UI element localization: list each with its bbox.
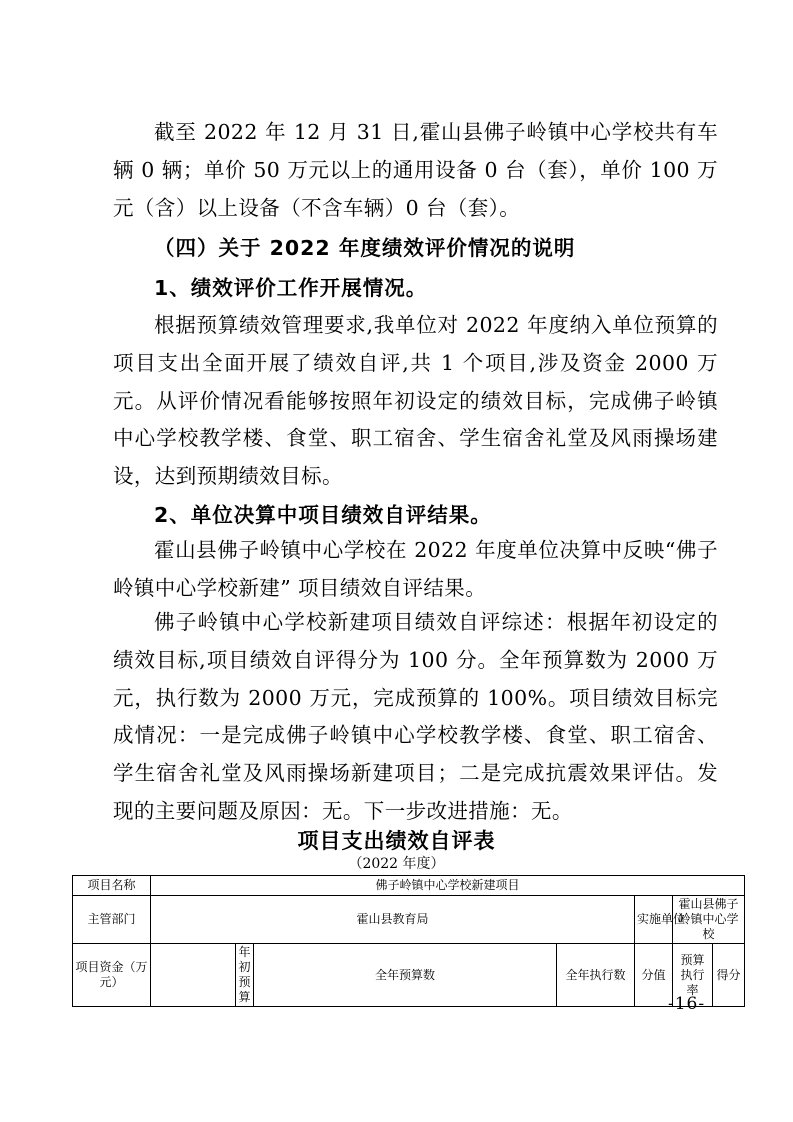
project-name-label: 项目名称: [73, 876, 151, 896]
project-name-value: 佛子岭镇中心学校新建项目: [151, 876, 745, 896]
annual-execution-header: 全年执行数: [557, 944, 635, 1007]
heading-self-eval-result: 2、单位决算中项目绩效自评结果。: [154, 503, 492, 527]
table-row-project-name: [73, 876, 745, 896]
table-row-funds: [73, 944, 745, 1007]
execution-rate-header: 预算执行率: [673, 944, 713, 1007]
score-header: 得分: [713, 944, 745, 1007]
funds-label: 项目资金（万元）: [73, 944, 151, 1007]
paragraph-self-eval-result: 霍山县佛子岭镇中心学校在 2022 年度单位决算中反映“佛子岭镇中心学校新建” 项目绩效自评结果。: [113, 538, 718, 600]
table-title: 项目支出绩效自评表: [297, 829, 496, 853]
table-row-department: [73, 896, 745, 944]
heading-eval-work: 1、绩效评价工作开展情况。: [154, 276, 428, 300]
performance-table: [72, 875, 745, 1007]
implementer-label: 实施单位: [635, 896, 673, 944]
heading-section-4: （四）关于 2022 年度绩效评价情况的说明: [154, 236, 576, 260]
annual-budget-header: 全年预算数: [254, 944, 557, 1007]
implementer-value: 霍山县佛子岭镇中心学校: [673, 896, 745, 944]
score-value-header: 分值: [635, 944, 673, 1007]
paragraph-vehicles: 截至 2022 年 12 月 31 日,霍山县佛子岭镇中心学校共有车辆 0 辆；单价 50 万元以上的通用设备 0 台（套），单价 100 万元（含）以上设备（不含车辆）0 台（套）。: [113, 120, 718, 220]
paragraph-project-summary: 佛子岭镇中心学校新建项目绩效自评综述：根据年初设定的绩效目标,项目绩效自评得分为 100 分。全年预算数为 2000 万元，执行数为 2000 万元，完成预算的 100%。项目绩效目标完成情况：一是完成佛子岭镇中心学校教学楼、食堂、职工宿舍、学生宿舍礼堂及风雨操场新建项目；二是完成抗震效果评估。发现的主要问题及原因：无。下一步改进措施：无。: [113, 610, 718, 823]
funds-empty: [151, 944, 236, 1007]
initial-budget-header: 年初预算: [236, 944, 254, 1007]
paragraph-eval-work: 根据预算绩效管理要求,我单位对 2022 年度纳入单位预算的项目支出全面开展了绩效自评,共 1 个项目,涉及资金 2000 万元。从评价情况看能够按照年初设定的绩效目标，完成佛子岭镇中心学校教学楼、食堂、职工宿舍、学生宿舍礼堂及风雨操场建设，达到预期绩效目标。: [113, 313, 718, 489]
page-number: -16-: [668, 994, 706, 1014]
department-label: 主管部门: [73, 896, 151, 944]
department-value: 霍山县教育局: [151, 896, 635, 944]
table-subtitle: （2022 年度）: [348, 856, 445, 872]
